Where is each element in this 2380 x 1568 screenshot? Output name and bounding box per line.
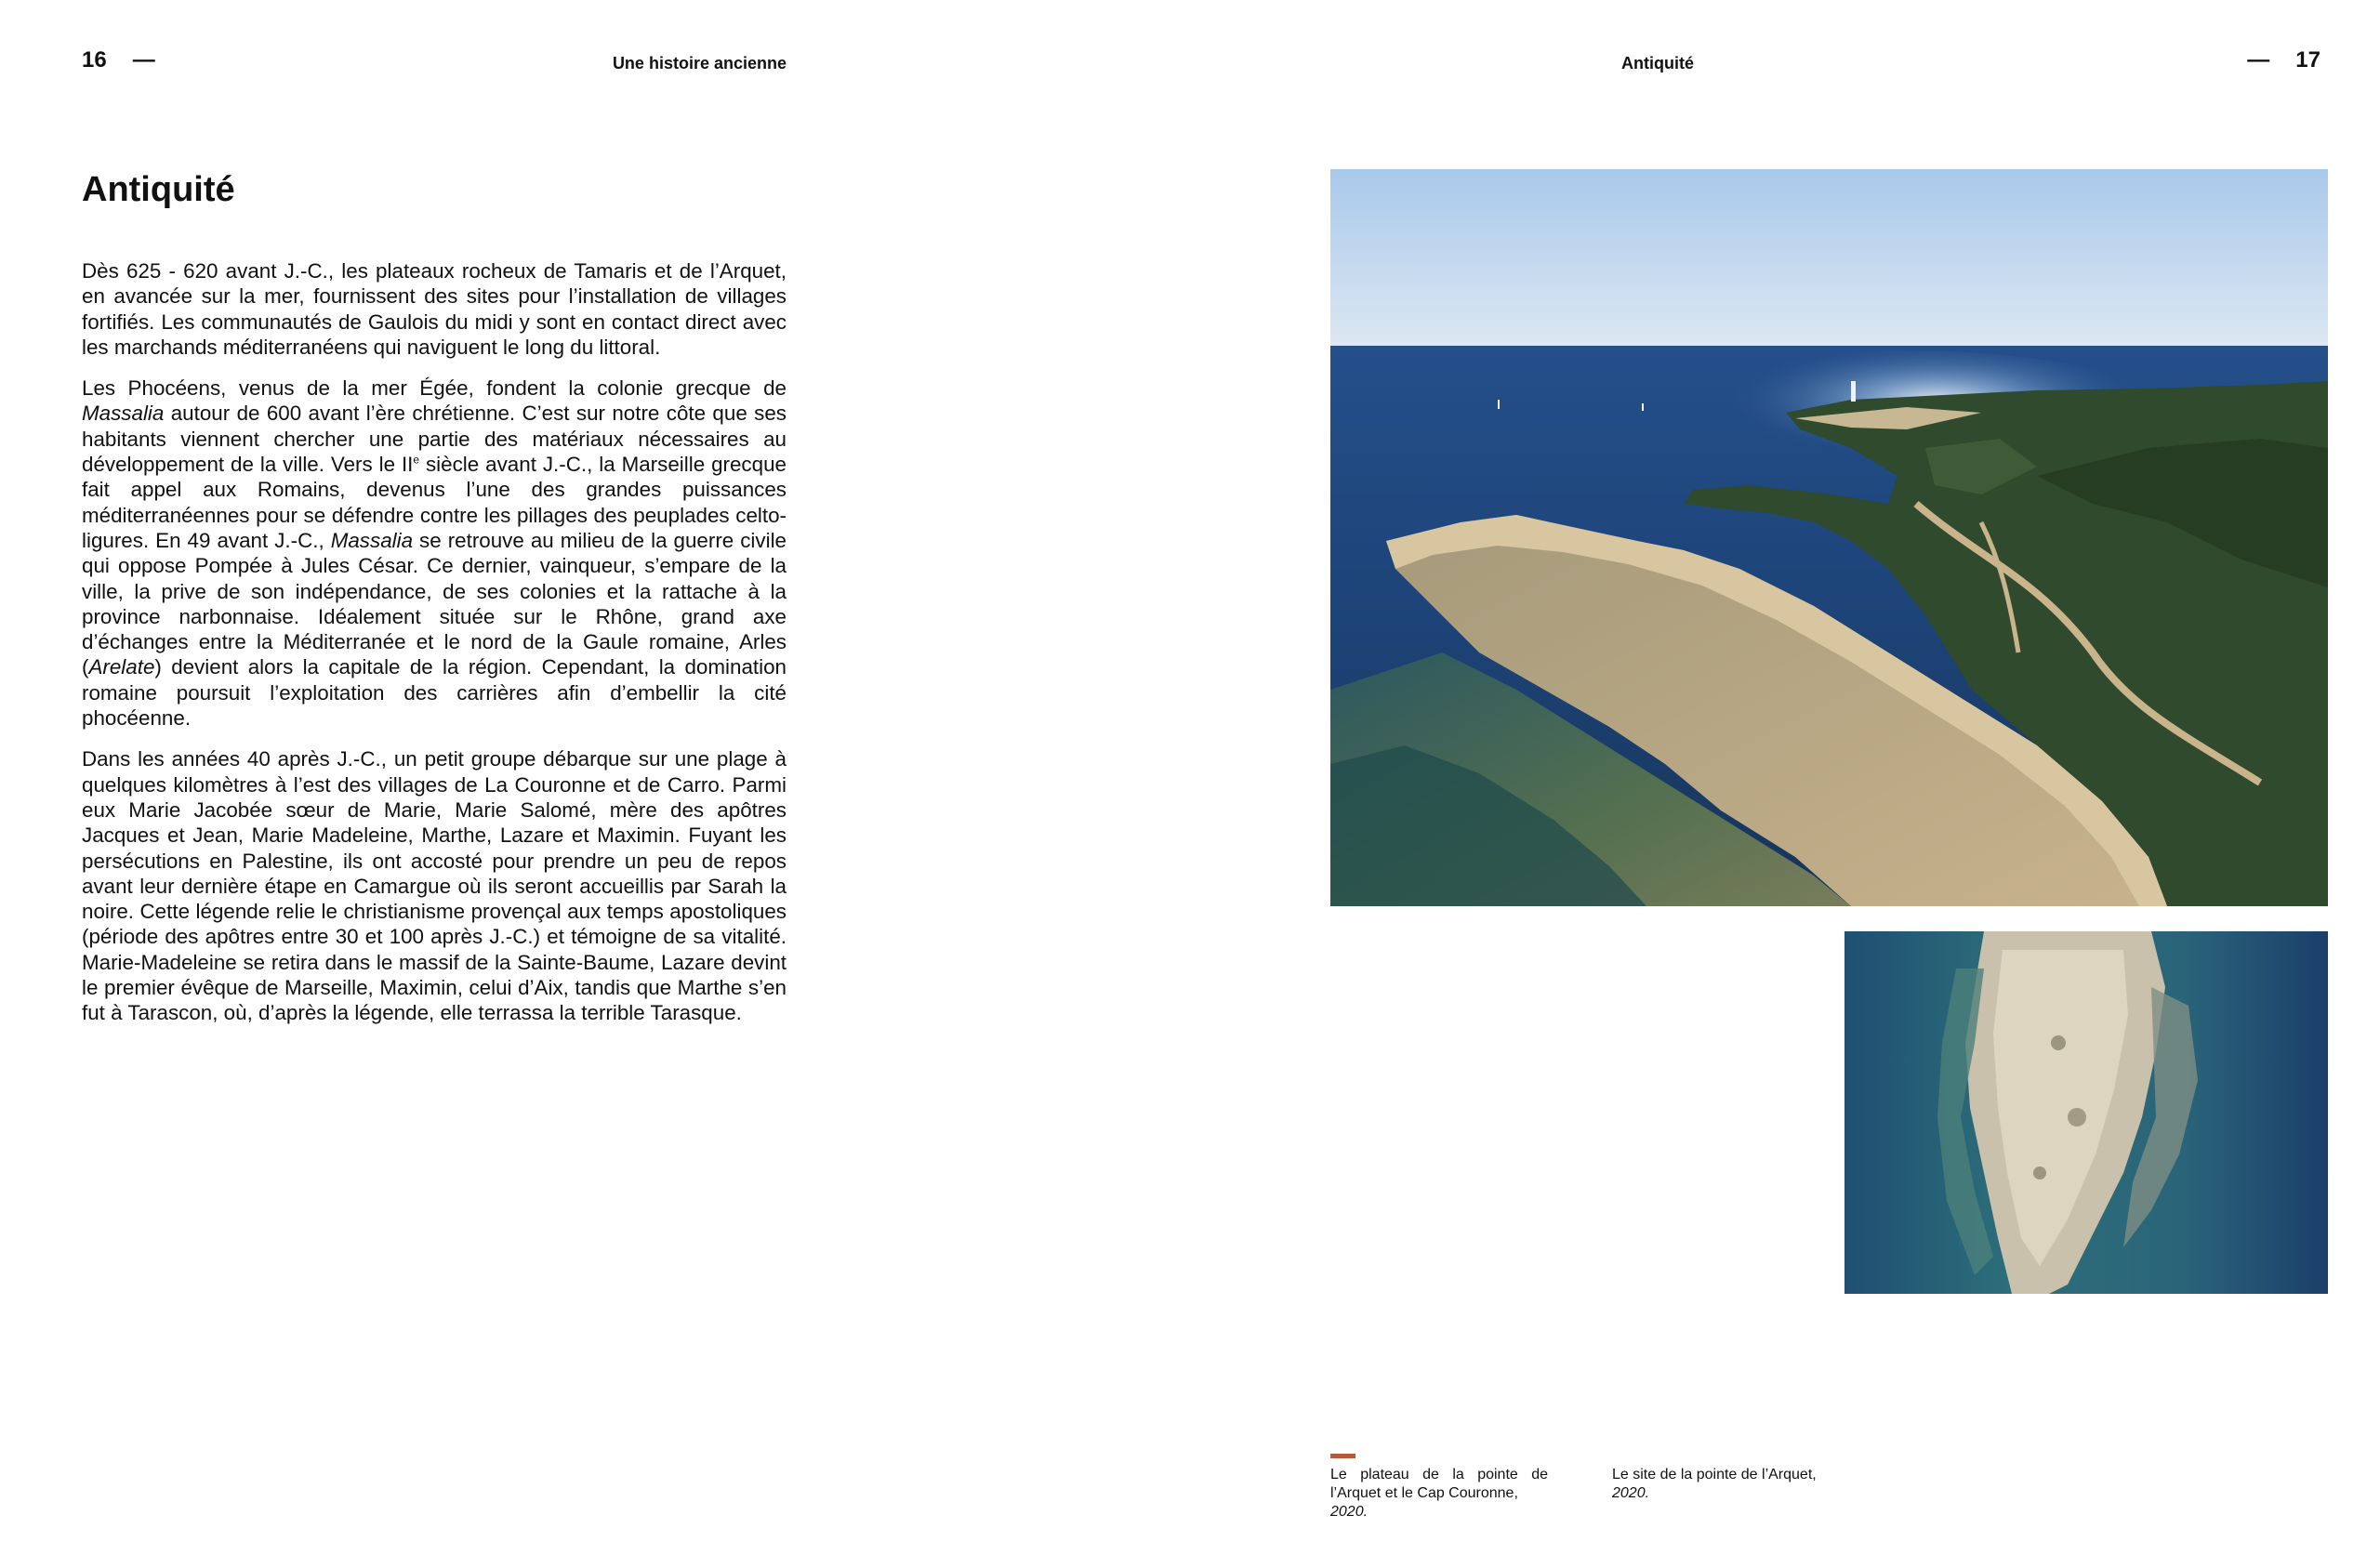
paragraph-2-part: Les Phocéens, venus de la mer Égée, fondent la colonie grecque de [82,376,787,401]
superscript: e [413,453,420,467]
caption-text: Le plateau de la pointe de l’Arquet et le Cap Couronne, [1330,1467,1548,1501]
paragraph-1: Dès 625 - 620 avant J.-C., les plateaux rocheux de Tamaris et de l’Arquet, en avancée sur la mer, fournissent des sites pour l’installation de villages fortifiés. Les communautés de Gaulois du midi y sont en contact direct avec les marchands méditerranéens qui naviguent le long du littoral. [82,259,787,359]
paragraph-2-part: autour de 600 avant l’ère chrétienne. C’est sur notre côte que ses habitants viennent chercher une partie des matériaux nécessaires au développement de la ville. Vers le II [82,402,787,477]
body-text [82,258,787,1042]
paragraph-2-part: se retrouve au milieu de la guerre civile qui oppose Pompée à Jules César. Ce dernier, vainqueur, s’empare de la ville, la prive de son indépendance, de ses colonies et la rattache à la province narbonnaise. Idéalement située sur le Rhône, grand axe d’échanges entre la Méditerranée et le nord de la Gaule romaine, Arles ( [82,528,787,679]
folio-dash: — [2247,47,2270,72]
overhead-photo-pointe-arquet [1844,931,2328,1294]
page-number-right [2247,46,2320,74]
page-number-left [82,46,155,74]
paragraph-2-part: ) devient alors la capitale de la région. Cependant, la domination romaine poursuit l’exploitation des carrières afin d’embellir la cité phocéenne. [82,655,787,731]
caption-accent-bar [1330,1454,1355,1458]
page-number: 17 [2295,47,2320,72]
paragraph-2 [82,376,787,731]
paragraph-2-part: siècle avant J.-C., la Marseille grecque fait appel aux Romains, devenus l’une des grandes puissances méditerranéennes pour se défendre contre les pillages des peuplades celto-ligures. En 49 avant J.-C., [82,453,787,552]
italic-term: Massalia [330,528,414,552]
running-head-left: Une histoire ancienne [612,54,787,72]
caption-year: 2020. [1612,1485,1650,1501]
running-head-right: Antiquité [1621,54,1694,72]
italic-term: Arelate [88,655,155,679]
section-title: Antiquité [82,170,235,209]
overhead-photo-illustration [1844,931,2328,1294]
paragraph-3: Dans les années 40 après J.-C., un petit groupe débarque sur une plage à quelques kilomètres à l’est des villages de La Couronne et de Carro. Parmi eux Marie Jacobée sœur de Marie, Marie Salomé, mère des apôtres Jacques et Jean, Marie Madeleine, Marthe, Lazare et Maximin. Fuyant les persécutions en Palestine, ils ont accosté pour prendre un peu de repos avant leur dernière étape en Camargue où ils seront accueillis par Sarah la noire. Cette légende relie le christianisme provençal aux temps apostoliques (période des apôtres entre 30 et 100 après J.-C.) et témoigne de sa vitalité. Marie-Madeleine se retira dans le massif de la Sainte-Baume, Lazare devint le premier évêque de Marseille, Maximin, celui d’Aix, tandis que Marthe s’en fut à Tarascon, où, d’après la légende, elle terrassa la terrible Tarasque. [82,747,787,1025]
italic-term: Massalia [82,402,165,426]
folio-dash: — [132,47,155,72]
page-number: 16 [82,47,107,72]
right-page [1190,0,2380,1568]
aerial-photo-cap-couronne [1330,169,2328,906]
caption-small-photo [1612,1466,1854,1503]
caption-text: Le site de la pointe de l’Arquet, [1612,1467,1817,1482]
caption-year: 2020. [1330,1504,1368,1520]
caption-large-photo [1330,1466,1548,1522]
aerial-photo-illustration [1330,169,2328,906]
